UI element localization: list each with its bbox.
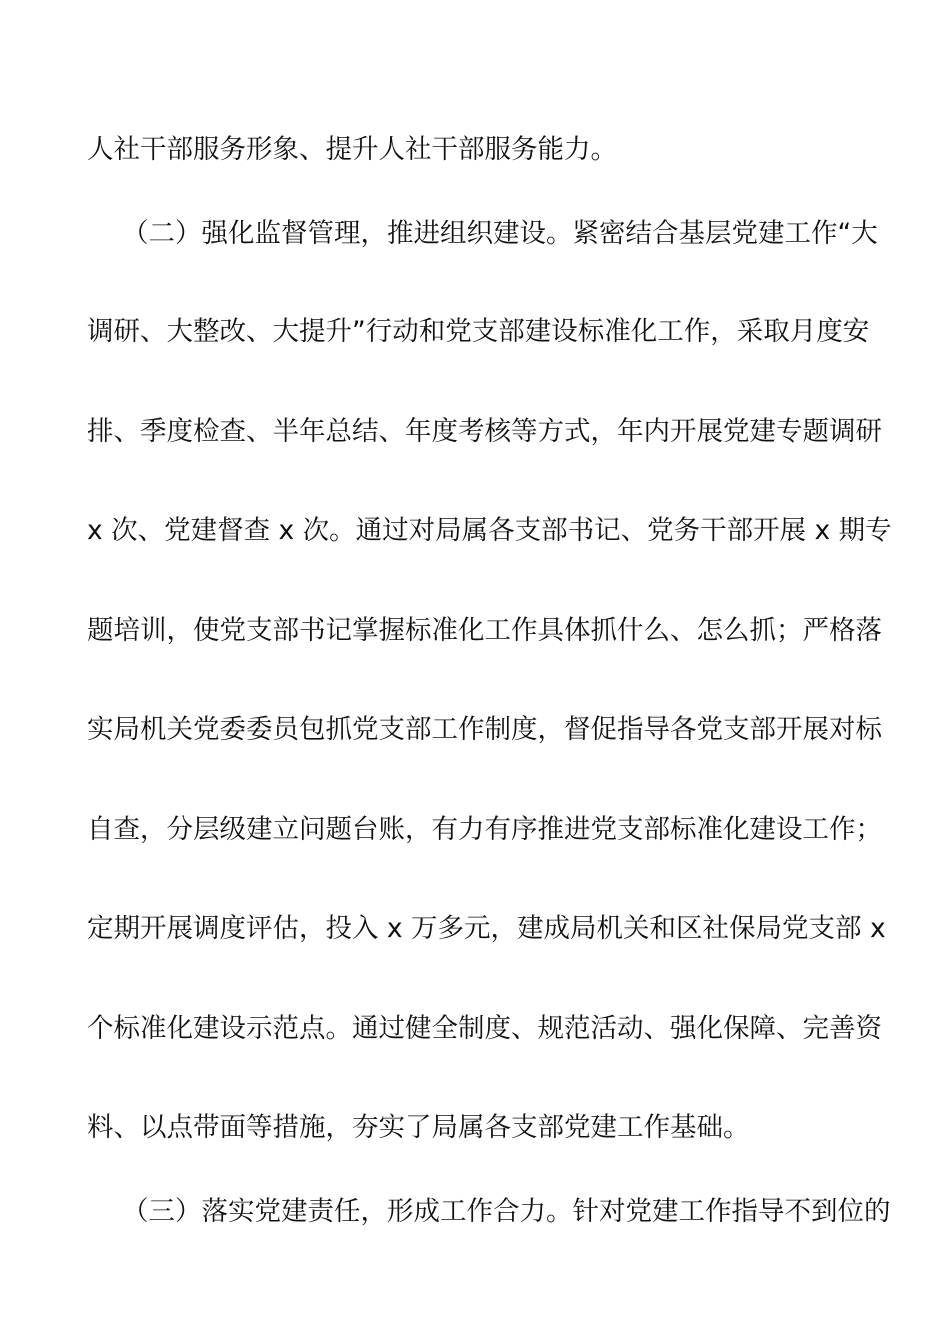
text-line: 料、以点带面等措施，夯实了局属各支部党建工作基础。 [87, 1112, 750, 1143]
section-heading-line: （三）落实党建责任，形成工作合力。针对党建工作指导不到位的 [122, 1196, 891, 1227]
text-line: 人社干部服务形象、提升人社干部服务能力。 [87, 134, 617, 165]
section-heading-line: （二）强化监督管理，推进组织建设。紧密结合基层党建工作“大 [122, 218, 878, 249]
text-line: 实局机关党委委员包抓党支部工作制度，督促指导各党支部开展对标 [87, 714, 882, 745]
text-line: 题培训，使党支部书记掌握标准化工作具体抓什么、怎么抓；严格落 [87, 615, 882, 646]
text-line: 定期开展调度评估，投入 x 万多元，建成局机关和区社保局党支部 x [87, 913, 886, 944]
text-line: 自查，分层级建立问题台账，有力有序推进党支部标准化建设工作； [87, 814, 882, 845]
text-line: 个标准化建设示范点。通过健全制度、规范活动、强化保障、完善资 [87, 1013, 882, 1044]
text-line: 调研、大整改、大提升”行动和党支部建设标准化工作，采取月度安 [87, 316, 870, 347]
text-line: x 次、党建督查 x 次。通过对局属各支部书记、党务干部开展 x 期专 [87, 515, 892, 546]
text-line: 排、季度检查、半年总结、年度考核等方式，年内开展党建专题调研 [87, 416, 882, 447]
